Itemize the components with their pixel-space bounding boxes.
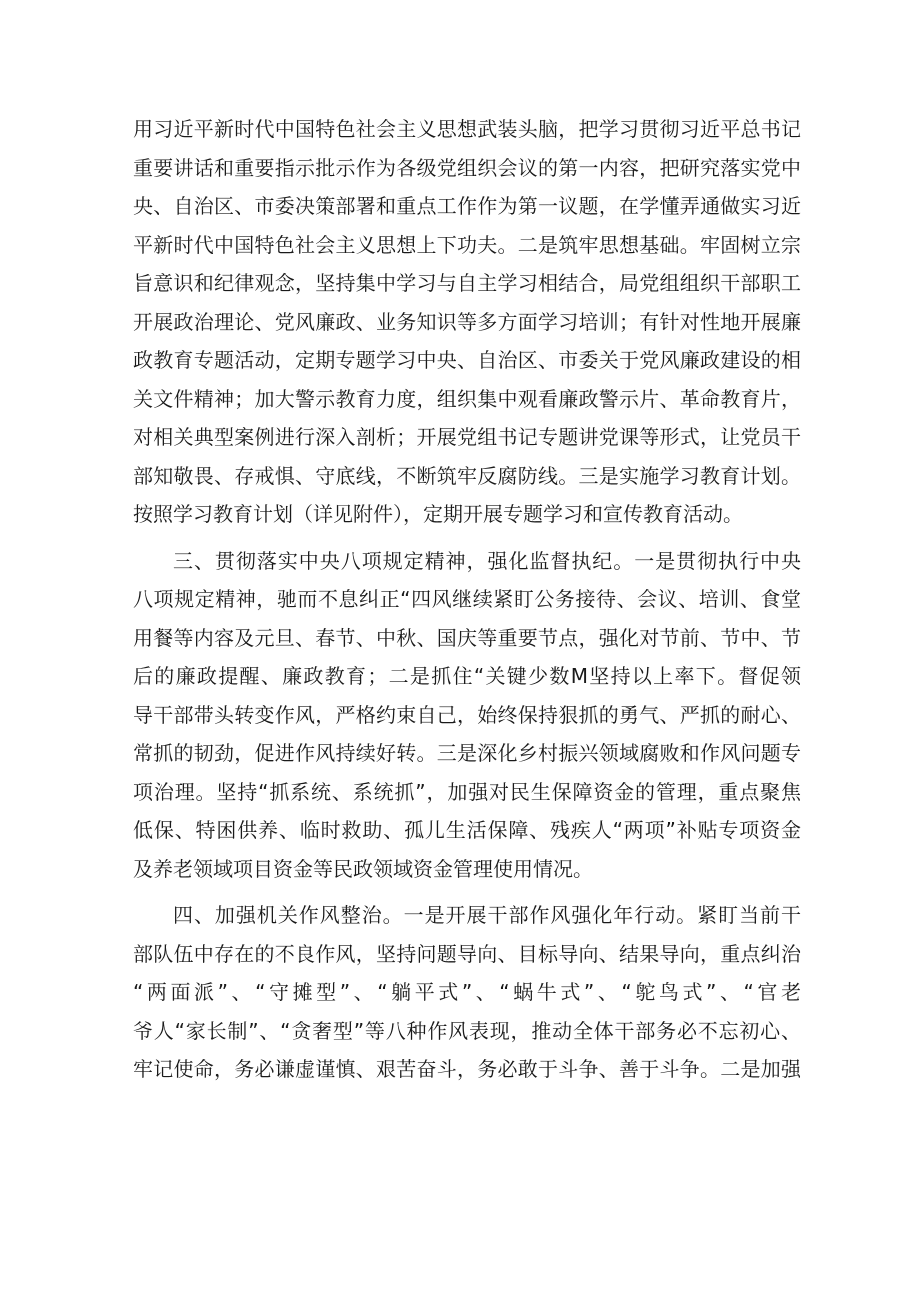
text-line-indented: 四、加强机关作风整治。一是开展干部作风强化年行动。紧盯当前干 xyxy=(173,903,801,927)
text-line: 牢记使命，务必谦虚谨慎、艰苦奋斗，务必敢于斗争、善于斗争。二是加强 xyxy=(133,1057,801,1081)
text-line: 央、自治区、市委决策部署和重点工作作为第一议题，在学懂弄通做实习近 xyxy=(133,194,801,218)
text-line: 按照学习教育计划（详见附件），定期开展专题学习和宣传教育活动。 xyxy=(133,502,743,526)
text-line: 项治理。坚持“抓系统、系统抓”，加强对民生保障资金的管理，重点聚焦 xyxy=(133,779,801,804)
text-line: 八项规定精神，驰而不息纠正“四风继续紧盯公务接待、会议、培训、食堂 xyxy=(133,587,801,611)
text-line: 导干部带头转变作风，严格约束自己，始终保持狠抓的勇气、严抓的耐心、 xyxy=(133,702,801,727)
text-line: 部知敬畏、存戒惧、守底线，不断筑牢反腐防线。三是实施学习教育计划。 xyxy=(133,463,801,488)
text-line: 低保、特困供养、临时救助、孤儿生活保障、残疾人“两项”补贴专项资金 xyxy=(133,818,801,842)
text-line: 及养老领域项目资金等民政领域资金管理使用情况。 xyxy=(133,856,593,881)
text-line: 用习近平新时代中国特色社会主义思想武装头脑，把学习贯彻习近平总书记 xyxy=(133,117,801,141)
text-line: 政教育专题活动，定期专题学习中央、自治区、市委关于党风廉政建设的相 xyxy=(133,348,801,372)
text-line: 常抓的韧劲，促进作风持续好转。三是深化乡村振兴领域腐败和作风问题专 xyxy=(133,741,801,765)
text-line: “两面派”、“守摊型”、“躺平式”、“蜗牛式”、“鸵鸟式”、“官老 xyxy=(133,980,801,1004)
text-line-indented: 三、贯彻落实中央八项规定精神，强化监督执纪。一是贯彻执行中央 xyxy=(173,548,801,573)
paragraph-1 xyxy=(133,110,801,534)
paragraph-gap xyxy=(133,534,801,542)
text-line: 重要讲话和重要指示批示作为各级党组织会议的第一内容，把研究落实党中 xyxy=(133,155,801,180)
text-line: 平新时代中国特色社会主义思想上下功夫。二是筑牢思想基础。牢固树立宗 xyxy=(133,232,801,257)
document-body xyxy=(133,110,801,1089)
paragraph-gap xyxy=(133,888,801,896)
text-line: 对相关典型案例进行深入剖析；开展党组书记专题讲党课等形式，让党员干 xyxy=(133,425,801,449)
paragraph-3 xyxy=(133,896,801,1089)
text-line: 爷人“家长制”、“贪奢型”等八种作风表现，推动全体干部务必不忘初心、 xyxy=(133,1018,801,1043)
text-line: 关文件精神；加大警示教育力度，组织集中观看廉政警示片、革命教育片， xyxy=(133,386,801,411)
paragraph-2 xyxy=(133,542,801,889)
text-line: 部队伍中存在的不良作风，坚持问题导向、目标导向、结果导向，重点纠治 xyxy=(133,941,801,966)
text-line: 后的廉政提醒、廉政教育；二是抓住“关键少数M坚持以上率下。督促领 xyxy=(133,664,801,688)
text-line: 用餐等内容及元旦、春节、中秋、国庆等重要节点，强化对节前、节中、节 xyxy=(133,625,801,650)
text-line: 旨意识和纪律观念，坚持集中学习与自主学习相结合，局党组组织干部职工 xyxy=(133,271,801,295)
text-line: 开展政治理论、党风廉政、业务知识等多方面学习培训；有针对性地开展廉 xyxy=(133,309,801,334)
